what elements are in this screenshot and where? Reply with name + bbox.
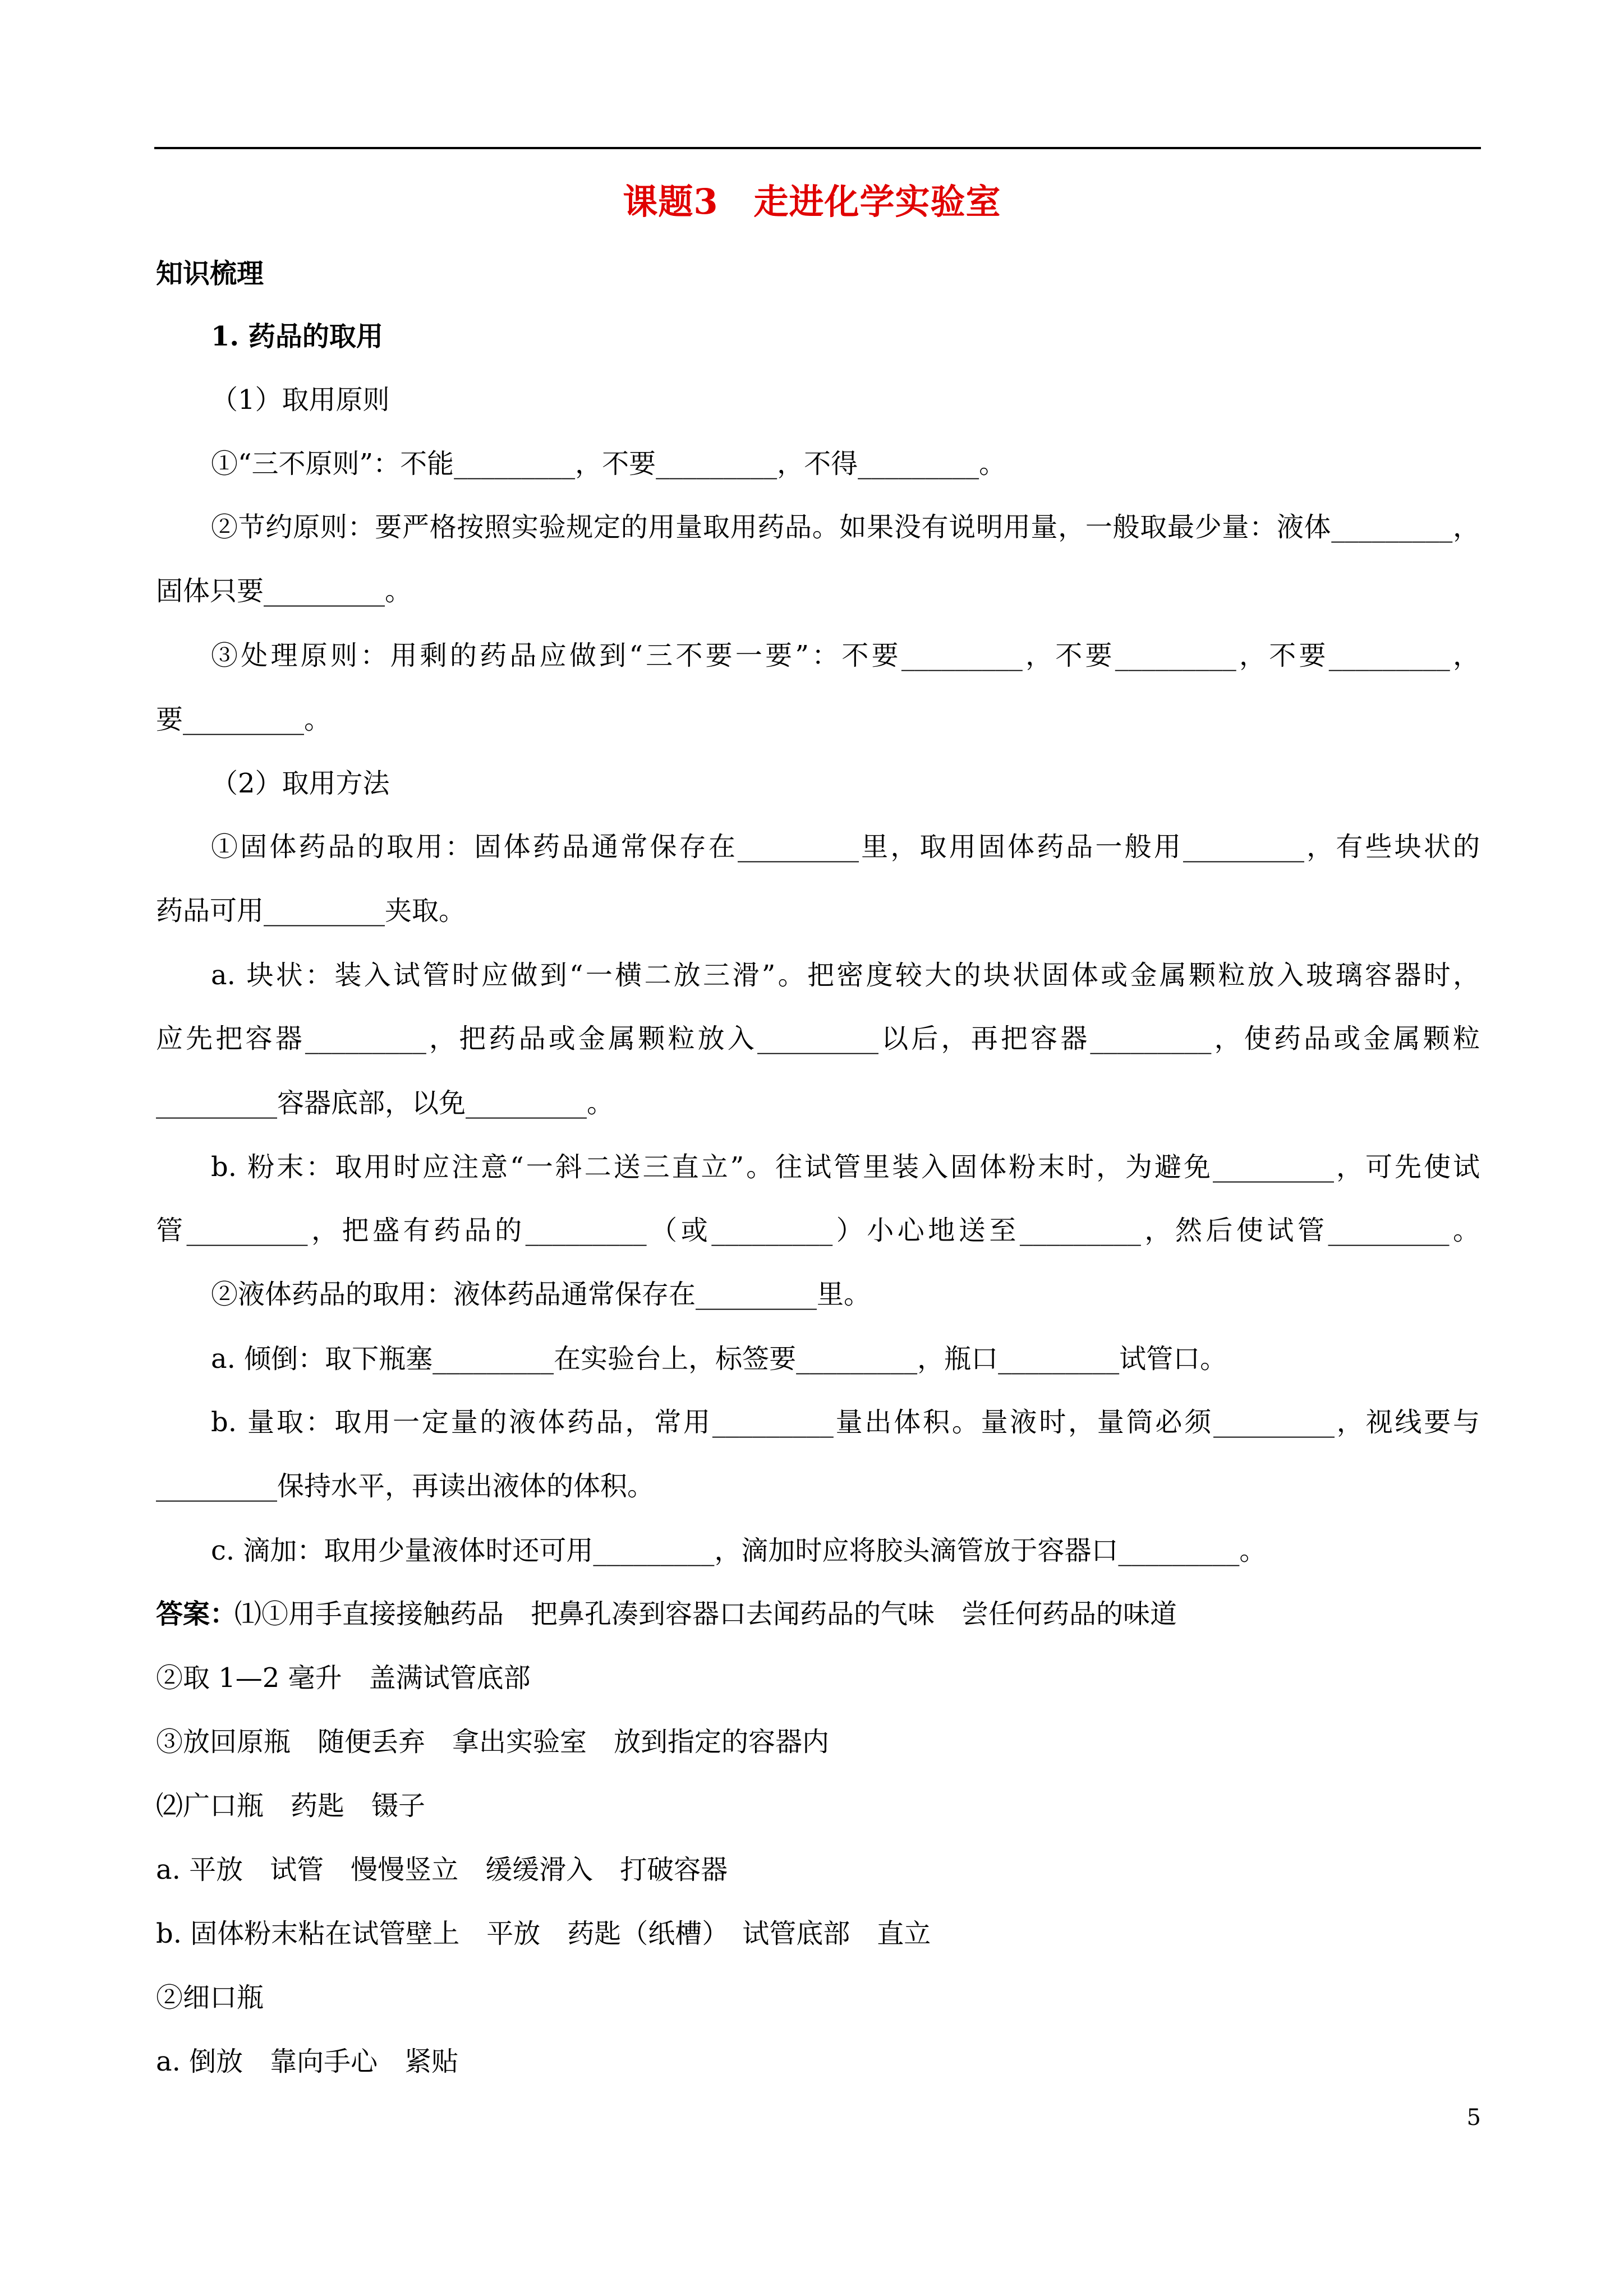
paragraph-line: b. 粉末：取用时应注意“一斜二送三直立”。往试管里装入固体粉末时，为避免_________，可先使试 xyxy=(211,1151,1480,1183)
paragraph-line: ①“三不原则”：不能_________，不要_________，不得_________。 xyxy=(211,448,1006,480)
paragraph-line: ③处理原则：用剩的药品应做到“三不要一要”：不要_________，不要_________，不要_________， xyxy=(211,640,1480,671)
paragraph-line: （1）取用原则 xyxy=(211,384,390,416)
paragraph-line: a. 块状：装入试管时应做到“一横二放三滑”。把密度较大的块状固体或金属颗粒放入玻璃容器时， xyxy=(211,960,1480,991)
page-number: 5 xyxy=(1466,2105,1481,2131)
paragraph-line: 应先把容器_________，把药品或金属颗粒放入_________以后，再把容器_________，使药品或金属颗粒 xyxy=(156,1023,1480,1054)
paragraph-line: （2）取用方法 xyxy=(211,768,390,799)
answer-line: ②取 1—2 毫升 盖满试管底部 xyxy=(156,1662,531,1694)
page-title: 课题3 走进化学实验室 xyxy=(623,181,1001,222)
answer-line: a. 平放 试管 慢慢竖立 缓缓滑入 打破容器 xyxy=(156,1854,728,1885)
paragraph-line: ②节约原则：要严格按照实验规定的用量取用药品。如果没有说明用量，一般取最少量：液体_________， xyxy=(211,511,1480,543)
paragraph-line: c. 滴加：取用少量液体时还可用_________，滴加时应将胶头滴管放于容器口_________。 xyxy=(211,1535,1267,1566)
section-heading: 知识梳理 xyxy=(156,258,264,289)
answer-line: ⑴①用手直接接触药品 把鼻孔凑到容器口去闻药品的气味 尝任何药品的味道 xyxy=(234,1598,1177,1630)
paragraph-line: ②液体药品的取用：液体药品通常保存在_________里。 xyxy=(211,1279,871,1310)
paragraph-line: 固体只要_________。 xyxy=(156,575,412,607)
paragraph-line: b. 量取：取用一定量的液体药品，常用_________量出体积。量液时，量筒必须_________，视线要与 xyxy=(211,1407,1480,1438)
paragraph-line: ①固体药品的取用：固体药品通常保存在_________里，取用固体药品一般用_________，有些块状的 xyxy=(211,831,1480,863)
answer-line: a. 倒放 靠向手心 紧贴 xyxy=(156,2046,459,2077)
subsection-heading: 1. 药品的取用 xyxy=(211,321,383,352)
paragraph-line: a. 倾倒：取下瓶塞_________在实验台上，标签要_________，瓶口_________试管口。 xyxy=(211,1343,1227,1375)
answer-line: b. 固体粉末粘在试管壁上 平放 药匙（纸槽） 试管底部 直立 xyxy=(156,1918,931,1949)
paragraph-line: _________容器底部，以免_________。 xyxy=(156,1087,614,1119)
paragraph-line: 要_________。 xyxy=(156,704,332,735)
answer-line: ②细口瓶 xyxy=(156,1982,264,2013)
answer-line: ⑵广口瓶 药匙 镊子 xyxy=(156,1790,426,1822)
answer-line: ③放回原瓶 随便丢弃 拿出实验室 放到指定的容器内 xyxy=(156,1726,830,1758)
answer-label: 答案： xyxy=(156,1598,237,1630)
paragraph-line: 药品可用_________夹取。 xyxy=(156,895,466,926)
paragraph-line: 管_________，把盛有药品的_________（或_________）小心地送至_________，然后使试管_________。 xyxy=(156,1215,1480,1246)
paragraph-line: _________保持水平，再读出液体的体积。 xyxy=(156,1470,655,1502)
header-rule xyxy=(154,147,1481,149)
